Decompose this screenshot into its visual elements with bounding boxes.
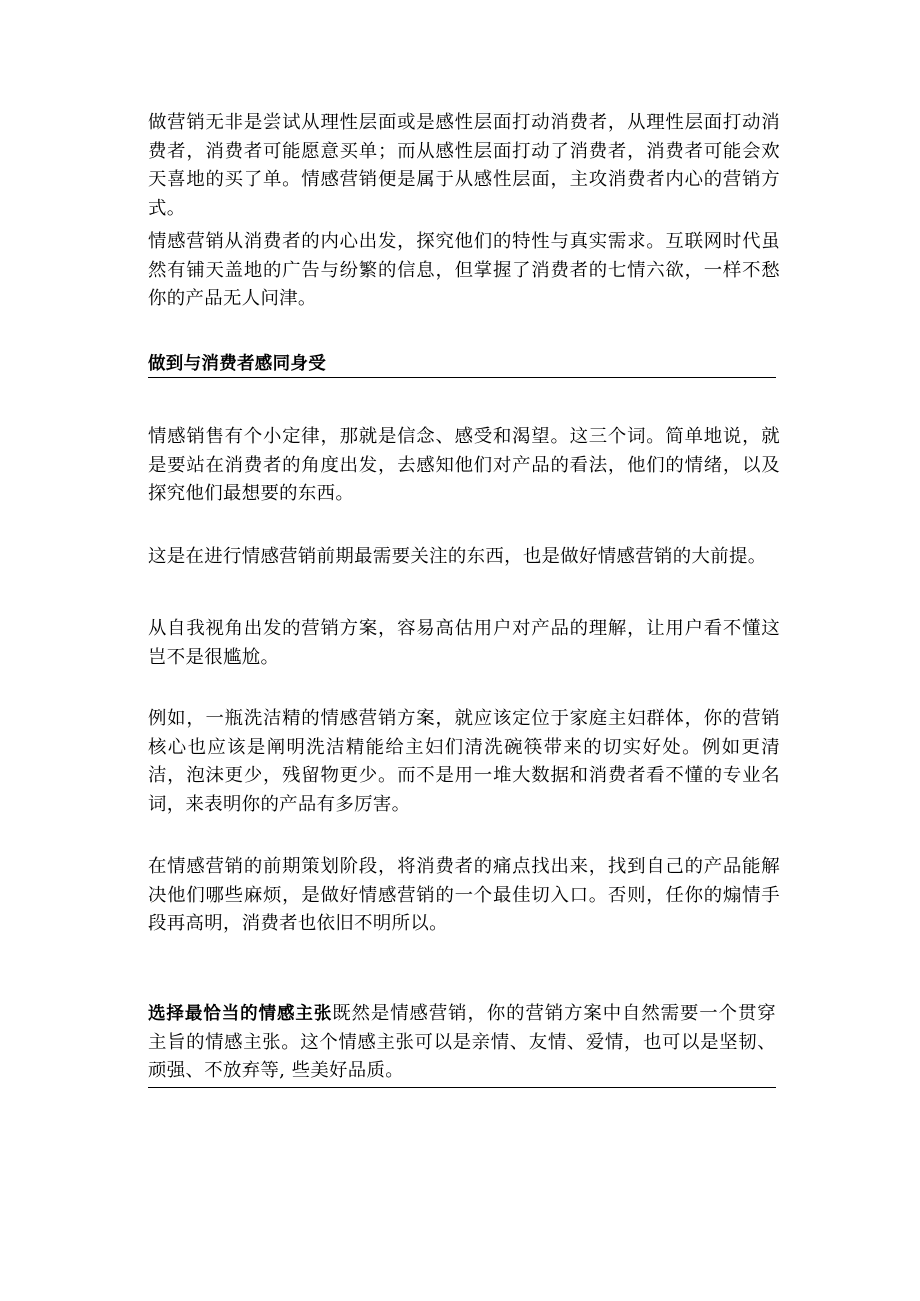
intro-paragraph-1: 做营销无非是尝试从理性层面或是感性层面打动消费者，从理性层面打动消费者，消费者可能愿意买单；而从感性层面打动了消费者，消费者可能会欢天喜地的买了单。情感营销便是属于从感性层面，主攻消费者内心的营销方式。 (148, 112, 780, 219)
section-paragraph-4: 例如，一瓶洗洁精的情感营销方案，就应该定位于家庭主妇群体，你的营销核心也应该是阐明洗洁精能给主妇们清洗碗筷带来的切实好处。例如更清洁，泡沫更少，残留物更少。而不是用一堆大数据和消费者看不懂的专业名词，来表明你的产品有多厉害。 (148, 708, 780, 815)
section-paragraph-1: 情感销售有个小定律，那就是信念、感受和渴望。这三个词。简单地说，就是要站在消费者的角度出发，去感知他们对产品的看法，他们的情绪，以及探究他们最想要的东西。 (148, 426, 780, 504)
emotion-claim-paragraph (148, 1000, 776, 1088)
section-paragraph-2: 这是在进行情感营销前期最需要关注的东西，也是做好情感营销的大前提。 (148, 546, 767, 567)
section-paragraph-3: 从自我视角出发的营销方案，容易高估用户对产品的理解，让用户看不懂这岂不是很尴尬。 (148, 618, 780, 668)
section-heading-emotion-claim: 选择最恰当的情感主张 (148, 1004, 333, 1024)
section-heading-empathy: 做到与消费者感同身受 (148, 352, 776, 378)
section-paragraph-5: 在情感营销的前期策划阶段，将消费者的痛点找出来，找到自己的产品能解决他们哪些麻烦，是做好情感营销的一个最佳切入口。否则，任你的煽情手段再高明，消费者也依旧不明所以。 (148, 856, 780, 934)
emotion-claim-text: 既然是情感营销，你的营销方案中自然需要一个贯穿主旨的情感主张。这个情感主张可以是亲情、友情、爱情，也可以是坚韧、顽强、不放弃等, 些美好品质。 (148, 1003, 777, 1081)
intro-paragraph-2: 情感营销从消费者的内心出发，探究他们的特性与真实需求。互联网时代虽然有铺天盖地的广告与纷繁的信息，但掌握了消费者的七情六欲，一样不愁你的产品无人问津。 (148, 231, 780, 309)
